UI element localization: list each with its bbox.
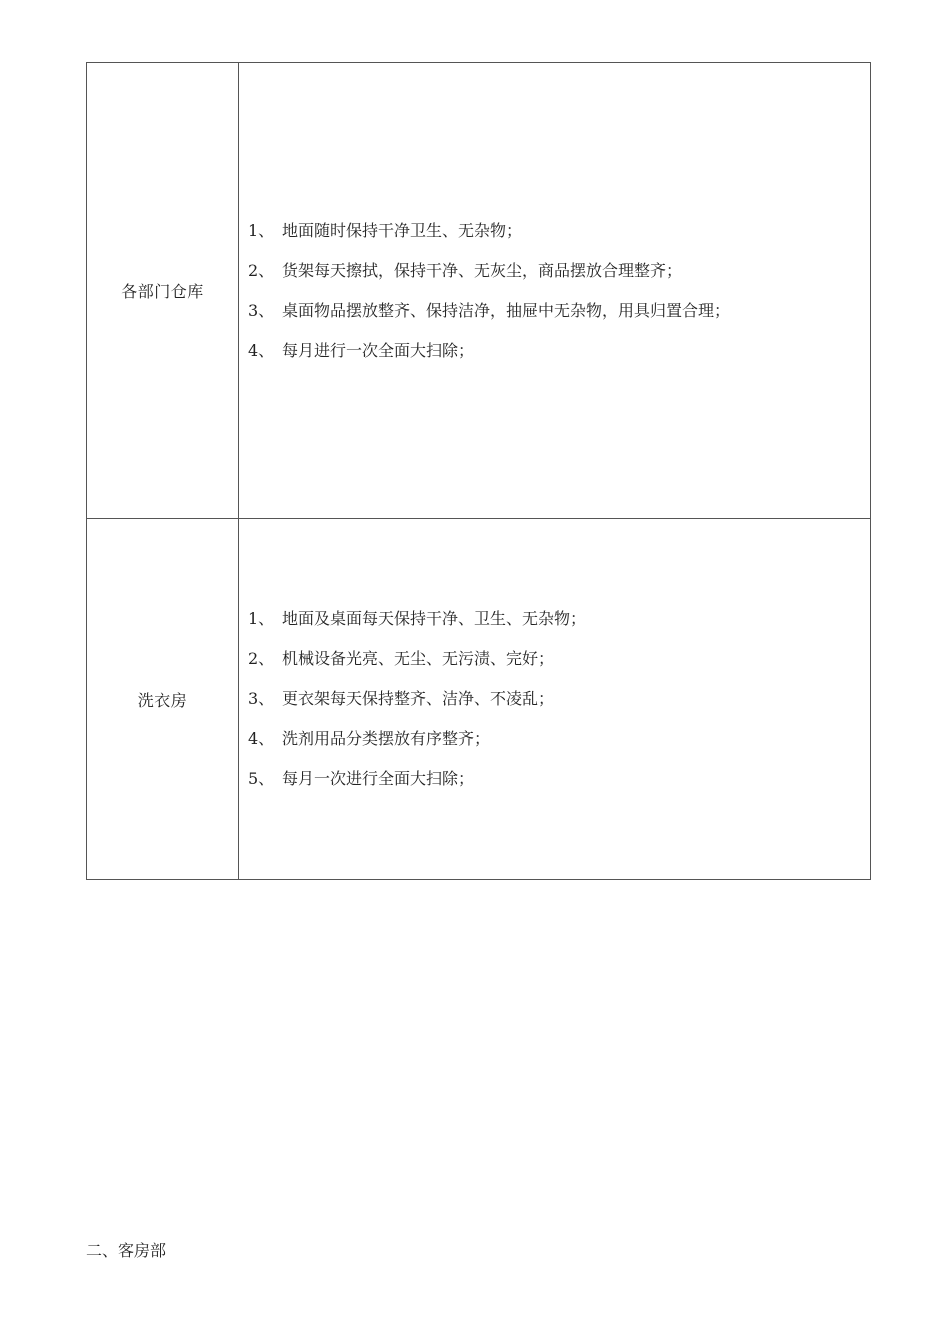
rule-number: 1、 <box>248 220 275 240</box>
rule-text: 每月进行一次全面大扫除； <box>282 340 475 360</box>
rules-cell <box>239 519 871 880</box>
rule-item <box>248 331 870 371</box>
rule-text: 机械设备光亮、无尘、无污渍、完好； <box>282 649 555 668</box>
rule-number: 4、 <box>248 340 275 360</box>
rule-text: 洗剂用品分类摆放有序整齐； <box>282 729 491 748</box>
rule-number: 4、 <box>248 729 275 748</box>
rules-list <box>239 599 870 799</box>
area-name-cell: 洗衣房 <box>87 519 239 880</box>
cleaning-standards-table <box>86 62 871 880</box>
rule-text: 地面及桌面每天保持干净、卫生、无杂物； <box>282 609 587 628</box>
rules-list <box>239 211 870 371</box>
rule-item <box>248 251 870 291</box>
rule-item <box>248 719 870 759</box>
table-row <box>87 519 871 880</box>
table-row <box>87 63 871 519</box>
rule-item <box>248 599 870 639</box>
area-name-cell: 各部门仓库 <box>87 63 239 519</box>
rule-item <box>248 639 870 679</box>
rule-number: 3、 <box>248 689 275 708</box>
rule-text: 更衣架每天保持整齐、洁净、不凌乱； <box>282 689 555 708</box>
rule-text: 地面随时保持干净卫生、无杂物； <box>282 220 523 240</box>
rule-number: 2、 <box>248 260 275 280</box>
section-heading: 二、客房部 <box>86 1241 167 1260</box>
rule-item <box>248 759 870 799</box>
rule-text: 货架每天擦拭，保持干净、无灰尘，商品摆放合理整齐； <box>282 260 683 280</box>
rule-item <box>248 291 870 331</box>
rule-text: 每月一次进行全面大扫除； <box>282 769 475 788</box>
rule-text: 桌面物品摆放整齐、保持洁净，抽屉中无杂物，用具归置合理； <box>282 300 731 320</box>
rule-item <box>248 211 870 251</box>
rule-number: 5、 <box>248 769 275 788</box>
rule-item <box>248 679 870 719</box>
rule-number: 3、 <box>248 300 275 320</box>
rules-cell <box>239 63 871 519</box>
rule-number: 1、 <box>248 609 275 628</box>
rule-number: 2、 <box>248 649 275 668</box>
